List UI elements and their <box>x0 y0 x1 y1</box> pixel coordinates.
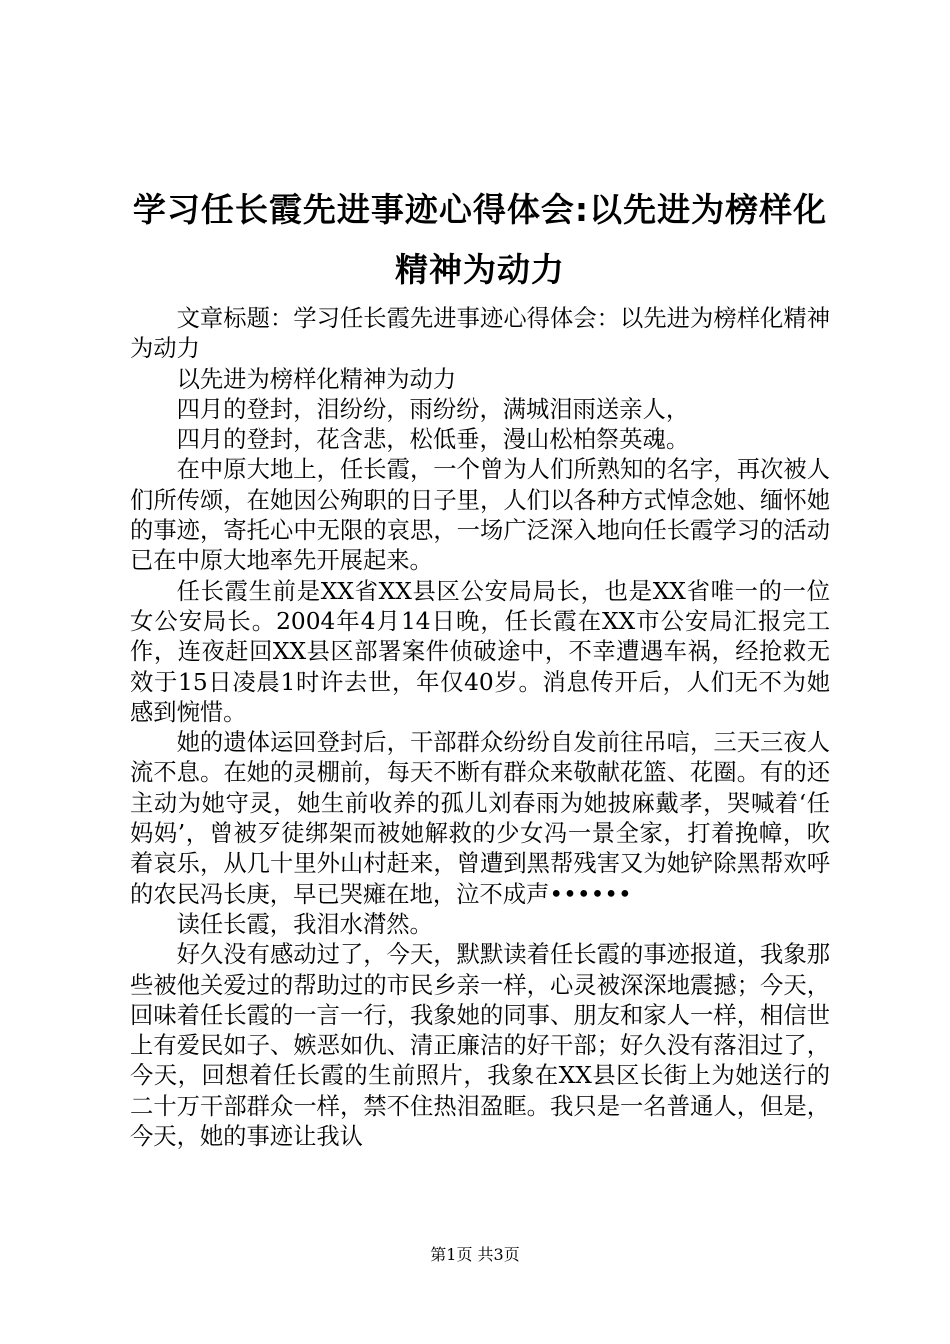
paragraph-subtitle: 以先进为榜样化精神为动力 <box>176 365 457 393</box>
document-page <box>130 180 830 1152</box>
document-body <box>130 304 830 1152</box>
document-title: 学习任长霞先进事迹心得体会:以先进为榜样化精神为动力 <box>132 190 828 289</box>
page-number-footer: 第1页 共3页 <box>430 1245 520 1264</box>
paragraph: 她的遗体运回登封后，干部群众纷纷自发前往吊唁，三天三夜人流不息。在她的灵棚前，每天不断有群众来敬献花篮、花圈。有的还主动为她守灵，她生前收养的孤儿刘春雨为她披麻戴孝，哭喊着‘任妈妈’，曾被歹徒绑架而被她解救的少女冯一景全家，打着挽幛，吹着哀乐，从几十里外山村赶来，曾遭到黑帮残害又为她铲除黑帮欢呼的农民冯长庚，早已哭瘫在地，泣不成声•••••• <box>130 729 830 908</box>
paragraph-poem-line-2: 四月的登封，花含悲，松低垂，漫山松柏祭英魂。 <box>176 426 690 454</box>
paragraph: 任长霞生前是XX省XX县区公安局局长，也是XX省唯一的一位女公安局长。2004年4月14日晚，任长霞在XX市公安局汇报完工作，连夜赶回XX县区部署案件侦破途中，不幸遭遇车祸，经抢救无效于15日凌晨1时许去世，年仅40岁。消息传开后，人们无不为她感到惋惜。 <box>130 577 830 726</box>
paragraph-poem-line-1: 四月的登封，泪纷纷，雨纷纷，满城泪雨送亲人， <box>176 395 690 423</box>
paragraph: 读任长霞，我泪水潸然。 <box>176 910 433 938</box>
paragraph: 在中原大地上，任长霞，一个曾为人们所熟知的名字，再次被人们所传颂，在她因公殉职的日子里，人们以各种方式悼念她、缅怀她的事迹，寄托心中无限的哀思，一场广泛深入地向任长霞学习的活动已在中原大地率先开展起来。 <box>130 456 830 575</box>
paragraph: 好久没有感动过了，今天，默默读着任长霞的事迹报道，我象那些被他关爱过的帮助过的市民乡亲一样，心灵被深深地震撼；今天，回味着任长霞的一言一行，我象她的同事、朋友和家人一样，相信世上有爱民如子、嫉恶如仇、清正廉洁的好干部；好久没有落泪过了，今天，回想着任长霞的生前照片，我象在XX县区长街上为她送行的二十万干部群众一样，禁不住热泪盈眶。我只是一名普通人，但是，今天，她的事迹让我认 <box>130 941 830 1151</box>
paragraph-article-title: 文章标题：学习任长霞先进事迹心得体会：以先进为榜样化精神为动力 <box>130 305 830 363</box>
